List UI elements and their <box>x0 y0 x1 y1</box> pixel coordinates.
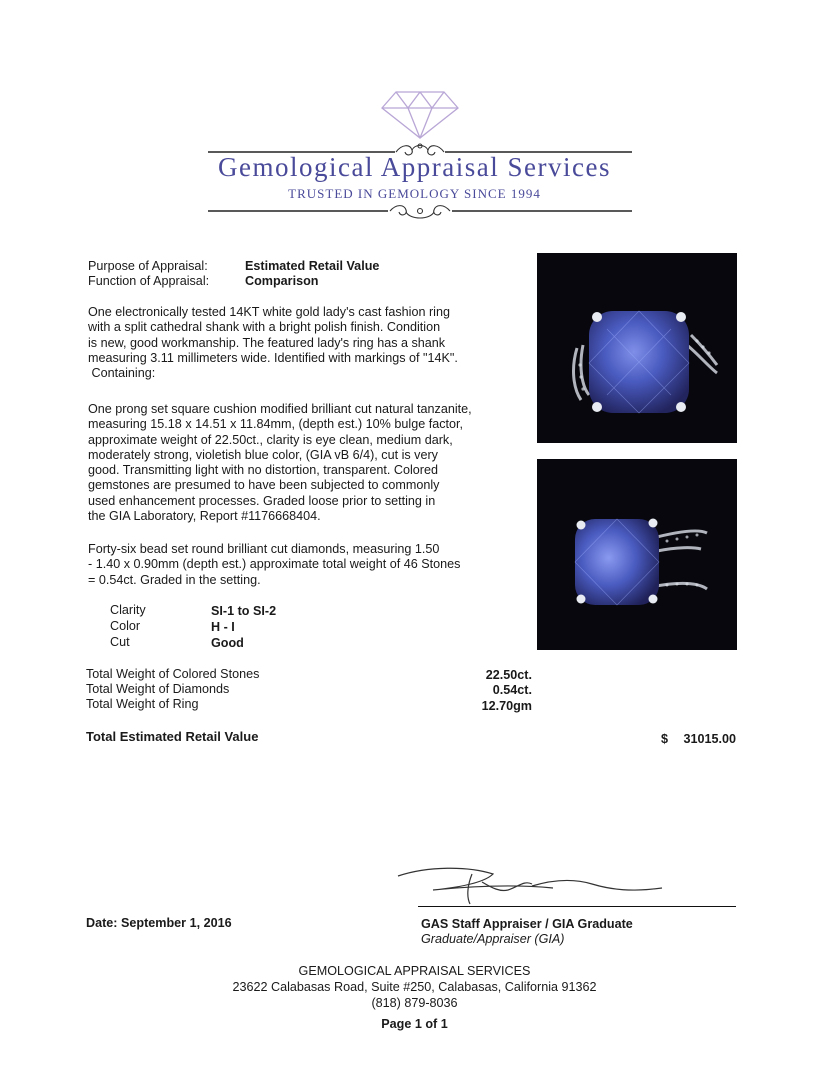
grade-label-color: Color <box>110 619 141 633</box>
ring-photo-side <box>537 459 737 650</box>
description-line: the GIA Laboratory, Report #1176668404. <box>88 509 321 524</box>
tanzanite-description <box>88 402 518 524</box>
description-line: = 0.54ct. Graded in the setting. <box>88 572 261 587</box>
description-line: One prong set square cushion modified brilliant cut natural tanzanite, <box>88 402 472 416</box>
grade-value-cut: Good <box>211 636 244 650</box>
company-tagline: TRUSTED IN GEMOLOGY SINCE 1994 <box>288 186 541 201</box>
tanzanite-gem <box>575 519 659 605</box>
description-line: good. Transmitting light with no distortion, transparent. Colored <box>88 463 439 478</box>
total-diamonds-value: 0.54ct. <box>492 683 532 697</box>
company-name: Gemological Appraisal Services <box>218 152 611 182</box>
total-colored-stones-label: Total Weight of Colored Stones <box>86 667 260 681</box>
total-colored-stones-value: 22.50ct. <box>485 668 532 682</box>
grade-label-cut: Cut <box>110 635 130 649</box>
company-logo <box>0 80 829 230</box>
description-line: measuring 3.11 millimeters wide. Identified with markings of "14K". <box>88 350 458 365</box>
total-diamonds-label: Total Weight of Diamonds <box>86 682 230 696</box>
appraiser-credential: Graduate/Appraiser (GIA) <box>421 932 565 946</box>
description-line: - 1.40 x 0.90mm (depth est.) approximate total weight of 46 Stones <box>88 557 461 572</box>
appraiser-signature <box>392 862 682 912</box>
page-number: Page 1 of 1 <box>381 1017 448 1031</box>
description-line: approximate weight of 22.50ct., clarity is eye clean, medium dark, <box>88 432 453 447</box>
total-ring-weight-label: Total Weight of Ring <box>86 697 199 711</box>
description-line: with a split cathedral shank with a bright polish finish. Condition <box>88 320 441 335</box>
description-line: moderately strong, violetish blue color, (GIA vB 6/4), cut is very <box>88 447 438 462</box>
footer-company: GEMOLOGICAL APPRAISAL SERVICES <box>298 964 531 978</box>
description-line: used enhancement processes. Graded loose prior to setting in <box>88 493 436 508</box>
footer-address: 23622 Calabasas Road, Suite #250, Calabasas, California 91362 <box>232 980 597 994</box>
ring-description <box>88 305 518 381</box>
description-line: Forty-six bead set round brilliant cut diamonds, measuring 1.50 <box>88 542 440 556</box>
estimated-value-label: Total Estimated Retail Value <box>86 729 259 744</box>
grade-value-clarity: SI-1 to SI-2 <box>211 604 277 618</box>
signature-line <box>418 906 736 907</box>
description-line: One electronically tested 14KT white gold lady's cast fashion ring <box>88 305 450 319</box>
function-label: Function of Appraisal: <box>88 274 210 288</box>
purpose-value: Estimated Retail Value <box>245 259 380 273</box>
footer-phone: (818) 879-8036 <box>371 996 458 1010</box>
purpose-label: Purpose of Appraisal: <box>88 259 208 273</box>
diamond-description <box>88 542 518 588</box>
description-line: is new, good workmanship. The featured lady's ring has a shank <box>88 335 446 350</box>
description-line: measuring 15.18 x 14.51 x 11.84mm, (depth est.) 10% bulge factor, <box>88 417 463 432</box>
grade-value-color: H - I <box>211 620 235 634</box>
description-line: gemstones are presumed to have been subjected to commonly <box>88 478 440 493</box>
ring-side-image <box>537 459 737 650</box>
description-line: Containing: <box>88 366 156 381</box>
estimated-value-amount: 31015.00 <box>683 732 736 746</box>
ring-photo-front <box>537 253 737 443</box>
currency-symbol: $ <box>661 732 669 746</box>
function-value: Comparison <box>245 274 319 288</box>
total-ring-weight-value: 12.70gm <box>481 699 532 713</box>
grade-label-clarity: Clarity <box>110 603 146 617</box>
appraiser-name: GAS Staff Appraiser / GIA Graduate <box>421 917 633 931</box>
ring-front-image <box>537 253 737 443</box>
appraisal-date: Date: September 1, 2016 <box>86 916 232 930</box>
